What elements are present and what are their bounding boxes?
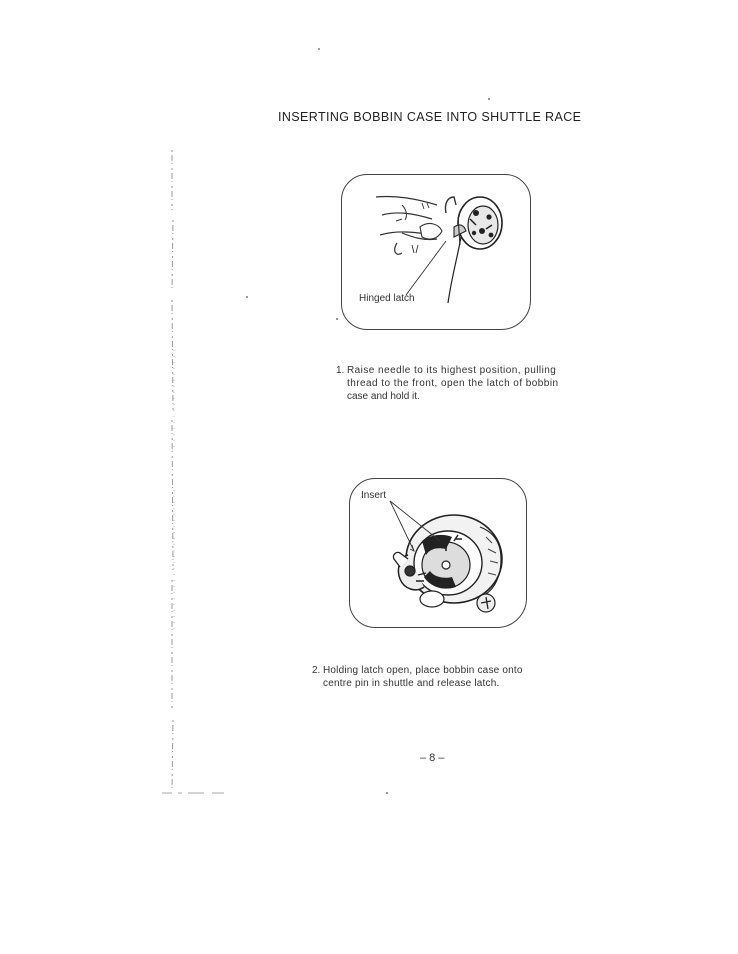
- scan-speck: [386, 792, 388, 794]
- step-number: 1.: [336, 365, 345, 376]
- shuttle-race-illustration: [350, 479, 526, 627]
- figure-hinged-latch: [341, 174, 531, 330]
- scan-bottom-marks: [160, 790, 230, 796]
- callout-insert: Insert: [361, 490, 387, 501]
- step-number: 2.: [312, 665, 321, 676]
- instruction-step-2: [312, 664, 552, 690]
- scan-speck: [336, 318, 338, 320]
- step-text-line: case and hold it.: [347, 391, 420, 402]
- page-number: – 8 –: [420, 752, 445, 764]
- page-title: INSERTING BOBBIN CASE INTO SHUTTLE RACE: [278, 110, 582, 124]
- step-text-line: Raise needle to its highest position, pulling: [347, 365, 557, 376]
- step-text-line: thread to the front, open the latch of bobbin: [347, 378, 559, 389]
- bobbin-case-latch-illustration: [342, 175, 530, 329]
- scan-speck: [246, 296, 248, 298]
- step-text-line: Holding latch open, place bobbin case onto: [323, 665, 523, 676]
- instruction-step-1: [336, 364, 596, 403]
- scan-speck: [488, 98, 490, 100]
- scan-binding-edge: [168, 150, 178, 790]
- step-text-line: centre pin in shuttle and release latch.: [323, 678, 500, 689]
- scan-speck: [318, 48, 320, 50]
- callout-hinged-latch: Hinged latch: [359, 293, 415, 304]
- figure-insert-bobbin-case: [349, 478, 527, 628]
